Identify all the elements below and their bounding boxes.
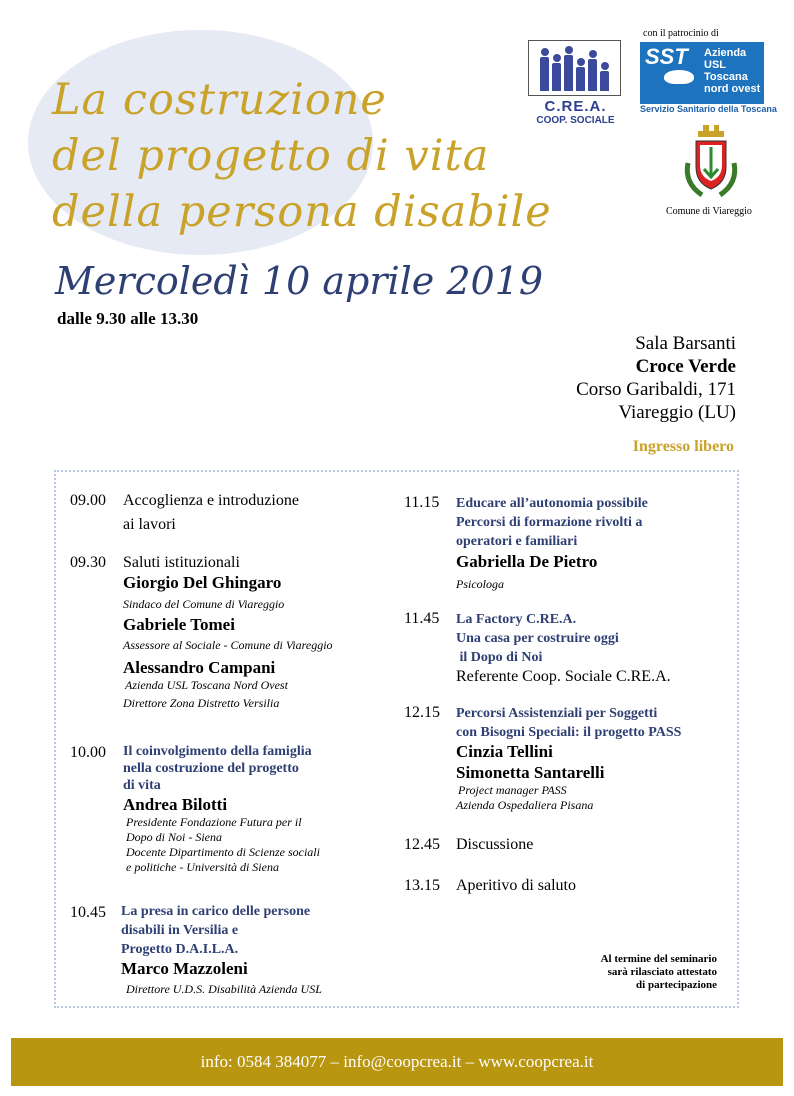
venue-name: Croce Verde bbox=[635, 356, 736, 377]
session-title: Il coinvolgimento della famiglia bbox=[123, 744, 312, 759]
event-date: Mercoledì 10 aprile 2019 bbox=[55, 259, 544, 303]
venue-street: Corso Garibaldi, 171 bbox=[576, 379, 736, 400]
session-title: il Dopo di Noi bbox=[456, 650, 543, 665]
program-item-1000 bbox=[70, 743, 320, 875]
item-time: 11.45 bbox=[404, 610, 440, 627]
session-title: nella costruzione del progetto bbox=[123, 761, 299, 776]
speaker-name: Simonetta Santarelli bbox=[456, 763, 605, 782]
sst-line-3: Toscana bbox=[704, 71, 748, 83]
crea-figures-icon bbox=[528, 40, 621, 96]
sst-line-4: nord ovest bbox=[704, 83, 761, 95]
program-item-1245 bbox=[404, 835, 533, 854]
note-line: di partecipazione bbox=[636, 979, 717, 991]
title-line-3: della persona disabile bbox=[52, 187, 552, 237]
speaker-role: Direttore Zona Distretto Versilia bbox=[123, 696, 280, 710]
venue-room: Sala Barsanti bbox=[635, 333, 736, 354]
event-time: dalle 9.30 alle 13.30 bbox=[57, 309, 199, 328]
program-item-0900 bbox=[70, 491, 299, 534]
speaker-role: Presidente Fondazione Futura per il bbox=[126, 815, 302, 829]
program-item-1315 bbox=[404, 876, 576, 895]
item-text: Discussione bbox=[456, 836, 534, 853]
sst-logo-letters: SST bbox=[645, 44, 688, 69]
speaker-role: Assessore al Sociale - Comune di Viareggio bbox=[123, 638, 333, 652]
sst-logo-text bbox=[704, 47, 760, 95]
crea-logo bbox=[528, 40, 623, 126]
session-title: Educare all’autonomia possibile bbox=[456, 496, 648, 511]
item-text: Accoglienza e introduzione bbox=[123, 492, 299, 509]
session-title: La presa in carico delle persone bbox=[121, 904, 311, 919]
sst-line-2: USL bbox=[704, 59, 726, 71]
speaker-role: Docente Dipartimento di Scienze sociali bbox=[126, 845, 320, 859]
free-entry-label: Ingresso libero bbox=[632, 438, 734, 455]
program-box bbox=[54, 470, 739, 1008]
sst-line-1: Azienda bbox=[704, 47, 747, 59]
session-title: operatori e familiari bbox=[456, 534, 578, 549]
item-time: 12.15 bbox=[404, 704, 440, 721]
title-line-2: del progetto di vita bbox=[52, 131, 490, 181]
venue-city: Viareggio (LU) bbox=[618, 402, 736, 423]
note-line: Al termine del seminario bbox=[600, 953, 717, 965]
contact-footer: info: 0584 384077 – info@coopcrea.it – www.coopcrea.it bbox=[11, 1038, 783, 1086]
speaker-name: Alessandro Campani bbox=[123, 658, 276, 677]
program-item-1115 bbox=[404, 493, 648, 592]
item-text: Aperitivo di saluto bbox=[456, 877, 576, 894]
session-title: La Factory C.RE.A. bbox=[456, 612, 577, 627]
item-text: ai lavori bbox=[123, 516, 176, 533]
session-title: con Bisogni Speciali: il progetto PASS bbox=[456, 725, 682, 740]
item-time: 09.30 bbox=[70, 554, 106, 571]
coat-of-arms-icon bbox=[680, 123, 742, 201]
comune-label: Comune di Viareggio bbox=[666, 206, 752, 217]
item-time: 10.00 bbox=[70, 744, 106, 761]
crea-logo-name: C.RE.A. bbox=[544, 98, 607, 115]
item-time: 13.15 bbox=[404, 877, 440, 894]
program-item-1215 bbox=[404, 703, 681, 813]
title-line-1: La costruzione bbox=[52, 75, 387, 125]
session-title: Percorsi di formazione rivolti a bbox=[456, 515, 643, 530]
certificate-note bbox=[601, 953, 717, 992]
sst-logo bbox=[640, 42, 764, 104]
speaker-role: Direttore U.D.S. Disabilità Azienda USL bbox=[126, 982, 322, 996]
item-time: 12.45 bbox=[404, 836, 440, 853]
item-time: 11.15 bbox=[404, 494, 440, 511]
program-item-1045 bbox=[70, 903, 322, 997]
session-title: Percorsi Assistenziali per Soggetti bbox=[456, 706, 658, 721]
program-item-0930 bbox=[70, 553, 333, 711]
speaker-name: Gabriella De Pietro bbox=[456, 552, 598, 571]
sst-service-label: Servizio Sanitario della Toscana bbox=[640, 104, 777, 114]
venue-address bbox=[576, 332, 736, 424]
session-title: di vita bbox=[123, 778, 161, 793]
seagull-icon bbox=[664, 70, 694, 84]
item-text: Referente Coop. Sociale C.RE.A. bbox=[456, 668, 671, 685]
program-item-1145 bbox=[404, 609, 671, 686]
speaker-name: Cinzia Tellini bbox=[456, 742, 553, 761]
note-line: sarà rilasciato attestato bbox=[607, 966, 717, 978]
speaker-role: Dopo di Noi - Siena bbox=[126, 830, 222, 844]
event-title bbox=[52, 72, 552, 240]
crea-logo-subtitle: COOP. SOCIALE bbox=[536, 115, 615, 126]
session-title: disabili in Versilia e bbox=[121, 923, 239, 938]
item-time: 09.00 bbox=[70, 492, 106, 509]
item-time: 10.45 bbox=[70, 904, 106, 921]
item-text: Saluti istituzionali bbox=[123, 554, 240, 571]
speaker-name: Marco Mazzoleni bbox=[121, 959, 248, 978]
speaker-role: Azienda USL Toscana Nord Ovest bbox=[125, 678, 288, 692]
speaker-role: Azienda Ospedaliera Pisana bbox=[456, 798, 594, 812]
speaker-role: Psicologa bbox=[456, 577, 504, 591]
session-title: Progetto D.A.I.L.A. bbox=[121, 942, 239, 957]
speaker-name: Giorgio Del Ghingaro bbox=[123, 573, 282, 592]
speaker-name: Andrea Bilotti bbox=[123, 795, 228, 814]
speaker-name: Gabriele Tomei bbox=[123, 615, 235, 634]
speaker-role: e politiche - Università di Siena bbox=[126, 860, 279, 874]
patronage-label: con il patrocinio di bbox=[643, 28, 719, 39]
speaker-role: Project manager PASS bbox=[458, 783, 567, 797]
speaker-role: Sindaco del Comune di Viareggio bbox=[123, 597, 285, 611]
session-title: Una casa per costruire oggi bbox=[456, 631, 619, 646]
